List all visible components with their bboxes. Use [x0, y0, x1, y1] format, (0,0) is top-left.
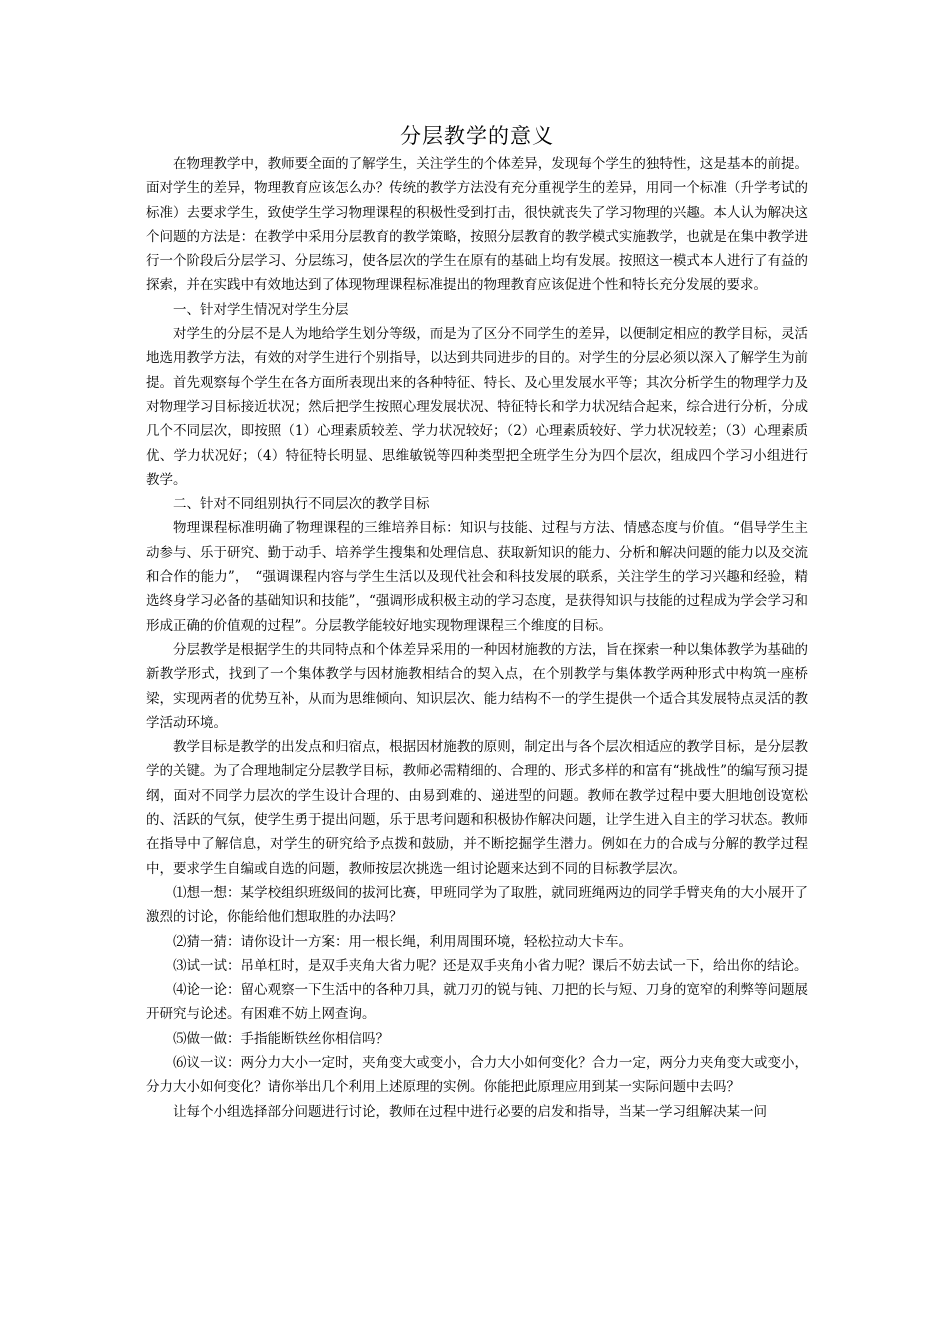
- discussion-item-6: ⑹议一议：两分力大小一定时，夹角变大或变小，合力大小如何变化？合力一定，两分力夹角变大或变小，分力大小如何变化？请你举出几个利用上述原理的实例。你能把此原理应用到某一实际问题中去吗？: [146, 1054, 808, 1096]
- section-2-paragraph-1: 物理课程标准明确了物理课程的三维培养目标：知识与技能、过程与方法、情感态度与价值。“倡导学生主动参与、乐于研究、勤于动手、培养学生搜集和处理信息、获取新知识的能力、分析和解决问题的能力以及交流和合作的能力”， “强调课程内容与学生生活以及现代社会和科技发展的联系，关注学生的学习兴趣和经验，精选终身学习必备的基础知识和技能”，“强调形成积极主动的学习态度，是获得知识与技能的过程成为学会学习和形成正确的价值观的过程”。分层教学能较好地实现物理课程三个维度的目标。: [146, 520, 808, 634]
- closing-paragraph: 让每个小组选择部分问题进行讨论，教师在过程中进行必要的启发和指导，当某一学习组解决某一问: [173, 1103, 767, 1120]
- section-1-paragraph: 对学生的分层不是人为地给学生划分等级，而是为了区分不同学生的差异，以便制定相应的教学目标，灵活地选用教学方法，有效的对学生进行个别指导，以达到共同进步的目的。对学生的分层必须以深入了解学生为前提。首先观察每个学生在各方面所表现出来的各种特征、特长、及心里发展水平等；其次分析学生的物理学力及对物理学习目标接近状况；然后把学生按照心理发展状况、特征特长和学力状况结合起来，综合进行分析，分成几个不同层次，即按照（1）心理素质较差、学力状况较好；（2）心理素质较好、学力状况较差；（3）心理素质优、学力状况好；（4）特征特长明显、思维敏锐等四种类型把全班学生分为四个层次，组成四个学习小组进行教学。: [146, 326, 808, 488]
- intro-paragraph: 在物理教学中，教师要全面的了解学生，关注学生的个体差异，发现每个学生的独特性，这是基本的前提。面对学生的差异，物理教育应该怎么办？传统的教学方法没有充分重视学生的差异，用同一个标准（升学考试的标准）去要求学生，致使学生学习物理课程的积极性受到打击，很快就丧失了学习物理的兴趣。本人认为解决这个问题的方法是：在教学中采用分层教育的教学策略，按照分层教育的教学模式实施教学，也就是在集中教学进行一个阶段后分层学习、分层练习，使各层次的学生在原有的基础上均有发展。按照这一模式本人进行了有益的探索，并在实践中有效地达到了体现物理课程标准提出的物理教育应该促进个性和特长充分发展的要求。: [146, 156, 808, 294]
- section-1-heading: 一、针对学生情况对学生分层: [173, 301, 349, 318]
- document-page: [146, 122, 808, 1124]
- discussion-item-5: ⑸做一做：手指能断铁丝你相信吗？: [173, 1030, 389, 1047]
- section-2-paragraph-3: 教学目标是教学的出发点和归宿点，根据因材施教的原则，制定出与各个层次相适应的教学目标，是分层教学的关键。为了合理地制定分层教学目标，教师必需精细的、合理的、形式多样的和富有“挑战性”的编写预习提纲，面对不同学力层次的学生设计合理的、由易到难的、递进型的问题。教师在教学过程中要大胆地创设宽松的、活跃的气氛，使学生勇于提出问题，乐于思考问题和积极协作解决问题，让学生进入自主的学习状态。教师在指导中了解信息，对学生的研究给予点拨和鼓励，并不断挖掘学生潜力。例如在力的合成与分解的教学过程中，要求学生自编或自选的问题，教师按层次挑选一组讨论题来达到不同的目标教学层次。: [146, 739, 808, 877]
- discussion-item-2: ⑵猜一猜：请你设计一方案：用一根长绳，利用周围环境，轻松拉动大卡车。: [173, 933, 632, 950]
- discussion-item-4: ⑷论一论：留心观察一下生活中的各种刀具，就刀刃的锐与钝、刀把的长与短、刀身的宽窄的利弊等问题展开研究与论述。有困难不妨上网查询。: [146, 982, 808, 1023]
- section-2-paragraph-2: 分层教学是根据学生的共同特点和个体差异采用的一种因材施教的方法，旨在探索一种以集体教学为基础的新教学形式，找到了一个集体教学与因材施教相结合的契入点，在个别教学与集体教学两种形式中构筑一座桥梁，实现两者的优势互补，从而为思维倾向、知识层次、能力结构不一的学生提供一个适合其发展特点灵活的教学活动环境。: [146, 641, 808, 731]
- document-title: 分层教学的意义: [400, 124, 554, 148]
- discussion-item-3: ⑶试一试：吊单杠时，是双手夹角大省力呢？还是双手夹角小省力呢？课后不妨去试一下，给出你的结论。: [173, 957, 808, 974]
- discussion-item-1: ⑴想一想：某学校组织班级间的拔河比赛，甲班同学为了取胜，就同班绳两边的同学手臂夹角的大小展开了激烈的讨论，你能给他们想取胜的办法吗？: [146, 884, 808, 926]
- section-2-heading: 二、针对不同组别执行不同层次的教学目标: [173, 496, 430, 513]
